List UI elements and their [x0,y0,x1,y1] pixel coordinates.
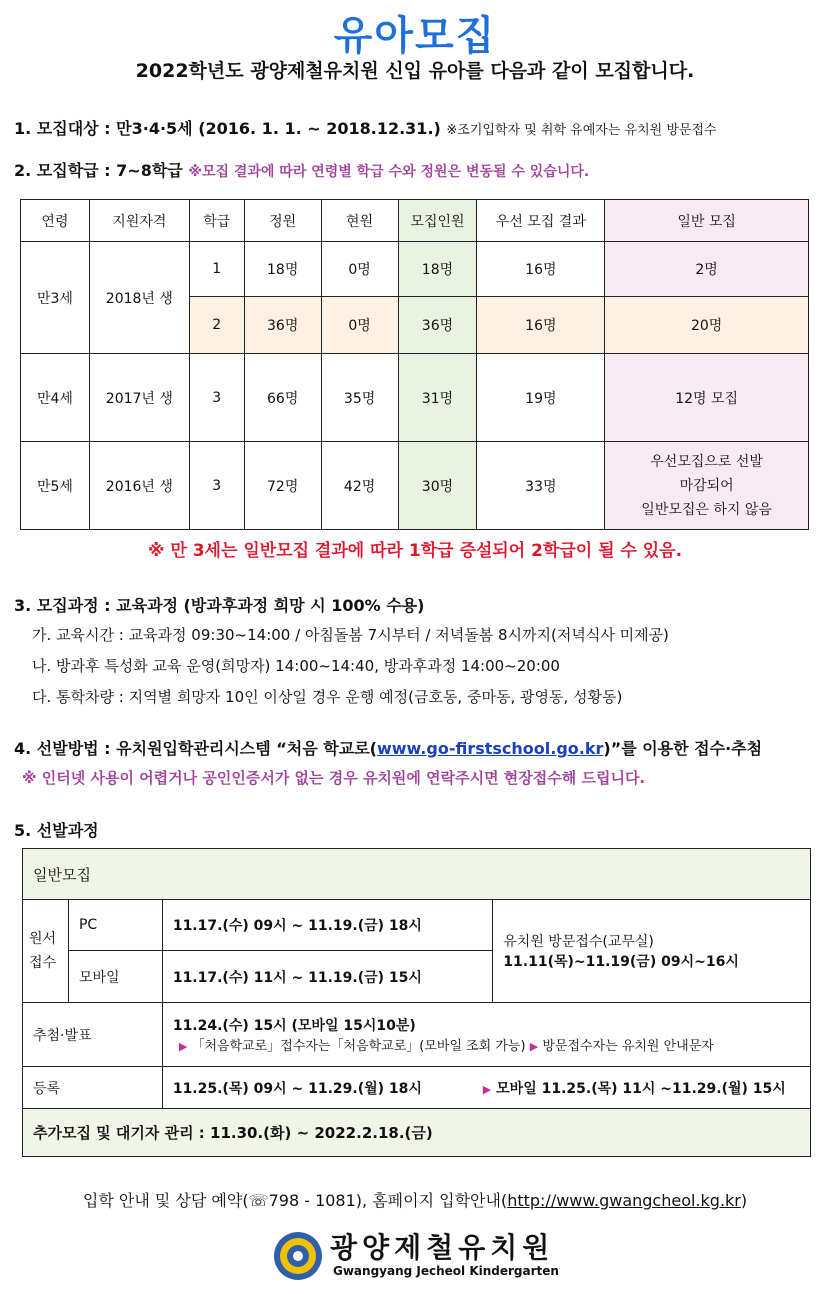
section-2 [14,158,589,181]
cell-age: 만5세 [21,442,90,530]
section-1-text: 만3·4·5세 (2016. 1. 1. ~ 2018.12.31.) [116,119,441,138]
reg-cell [162,1067,810,1109]
header-current: 현원 [321,200,398,242]
visit-cell [493,900,811,1003]
cell-qual: 2018년 생 [89,242,189,354]
section-3-text: 교육과정 (방과후과정 희망 시 100% 수용) [116,596,425,615]
cell-general: 2명 [605,242,809,297]
reg-label: 등록 [23,1067,163,1109]
draw-value: 11.24.(수) 15시 (모바일 15시10분) [172,1018,416,1034]
section-4-label: 4. 선발방법 : [14,739,111,758]
cell-general: 12명 모집 [605,354,809,442]
section-4 [14,736,762,759]
expansion-note: ※ 만 3세는 일반모집 결과에 따라 1학급 증설되어 2학급이 될 수 있음. [147,541,683,561]
cell-class: 3 [189,354,244,442]
process-row-register [23,1067,811,1109]
footer-text-after: ) [740,1191,748,1210]
cell-general [605,442,809,530]
cell-recruit: 36명 [398,297,477,354]
cell-class: 1 [189,242,244,297]
cell-qual: 2017년 생 [89,354,189,442]
page-subtitle: 2022학년도 광양제철유치원 신입 유아를 다음과 같이 모집합니다. [135,60,695,82]
visit-value: 11.11(목)~11.19(금) 09시~16시 [503,954,739,970]
reg-value: 11.25.(목) 09시 ~ 11.29.(월) 18시 [172,1080,422,1097]
page-title: 유아모집 [333,13,497,59]
recruitment-table [20,199,809,530]
cell-current: 0명 [321,242,398,297]
general-line: 마감되어 [679,477,734,494]
process-header-row [23,849,811,900]
section-4-note: ※ 인터넷 사용이 어렵거나 공인인증서가 없는 경우 유치원에 연락주시면 현장접수해 드립니다. [22,769,646,787]
section-1 [14,116,717,139]
section-2-text: 7~8학급 [116,161,183,180]
mobile-label: 모바일 [68,951,162,1003]
triangle-icon: ▶ [482,1082,492,1096]
cell-capacity: 36명 [244,297,321,354]
process-row-draw [23,1003,811,1067]
table-row [21,354,809,442]
cell-recruit: 31명 [398,354,477,442]
section-3-label: 3. 모집과정 : [14,596,111,615]
cell-qual: 2016년 생 [89,442,189,530]
cell-priority: 33명 [477,442,605,530]
table-row [21,442,809,530]
kindergarten-name-en: Gwangyang Jecheol Kindergarten [333,1264,559,1278]
cell-capacity: 66명 [244,354,321,442]
visit-label: 유치원 방문접수(교무실) [503,934,654,950]
header-qual: 지원자격 [89,200,189,242]
footer-text-before: 입학 안내 및 상담 예약( [82,1191,249,1210]
header-capacity: 정원 [244,200,321,242]
section-1-note: ※조기입학자 및 취학 유예자는 유치원 방문접수 [446,123,717,138]
triangle-icon: ▶ [178,1040,188,1053]
cell-priority: 16명 [477,297,605,354]
section-4-text-before: 유치원입학관리시스템 “처음 학교로( [116,739,377,758]
footer-text-mid: ), 홈페이지 입학안내( [355,1191,508,1210]
firstschool-link[interactable]: www.go-firstschool.go.kr [376,739,604,758]
mobile-value: 11.17.(수) 11시 ~ 11.19.(금) 15시 [162,951,492,1003]
cell-recruit: 30명 [398,442,477,530]
reg-mobile: 모바일 11.25.(목) 11시 ~11.29.(월) 15시 [496,1080,786,1097]
draw-cell [162,1003,810,1067]
kindergarten-emblem-icon [272,1230,324,1282]
cell-general: 20명 [605,297,809,354]
draw-notes [173,1035,800,1054]
cell-age: 만3세 [21,242,90,354]
cell-priority: 16명 [477,242,605,297]
homepage-link[interactable]: http://www.gwangcheol.kg.kr [507,1191,741,1210]
header-general: 일반 모집 [605,200,809,242]
section-2-label: 2. 모집학급 : [14,161,111,180]
cell-current: 0명 [321,297,398,354]
kindergarten-name: 광양제철유치원 [330,1231,555,1264]
section-4-text-after: )”를 이용한 접수·추첨 [603,739,763,758]
header-class: 학급 [189,200,244,242]
apply-label: 원서 접수 [23,900,69,1003]
cell-class: 3 [189,442,244,530]
draw-label: 추첨·발표 [23,1003,163,1067]
cell-recruit: 18명 [398,242,477,297]
header-priority: 우선 모집 결과 [477,200,605,242]
cell-age: 만4세 [21,354,90,442]
extra-recruit: 추가모집 및 대기자 관리 : 11.30.(화) ~ 2022.2.18.(금) [23,1109,811,1157]
process-header: 일반모집 [23,849,811,900]
footer-contact [0,1188,830,1211]
section-3-item: 가. 교육시간 : 교육과정 09:30~14:00 / 아침돌봄 7시부터 / 저녁돌봄 8시까지(저녁식사 미제공) [32,626,669,644]
table-row [21,242,809,297]
section-3 [14,593,424,616]
general-line: 일반모집은 하지 않음 [641,501,772,518]
section-1-label: 1. 모집대상 : [14,119,111,138]
pc-label: PC [68,900,162,951]
table-header-row [21,200,809,242]
cell-capacity: 72명 [244,442,321,530]
section-2-note: ※모집 결과에 따라 연령별 학급 수와 정원은 변동될 수 있습니다. [188,164,590,180]
cell-priority: 19명 [477,354,605,442]
header-age: 연령 [21,200,90,242]
header-recruit: 모집인원 [398,200,477,242]
pc-value: 11.17.(수) 09시 ~ 11.19.(금) 18시 [162,900,492,951]
triangle-icon: ▶ [529,1040,539,1053]
cell-current: 35명 [321,354,398,442]
section-3-item: 다. 통학차량 : 지역별 희망자 10인 이상일 경우 운행 예정(금호동, 중마동, 광영동, 성황동) [32,688,623,706]
selection-process-table [22,848,811,1157]
general-line: 우선모집으로 선발 [650,453,763,470]
draw-note-1: 「처음학교로」접수자는「처음학교로」(모바일 조회 가능) [191,1039,526,1054]
cell-current: 42명 [321,442,398,530]
section-3-item: 나. 방과후 특성화 교육 운영(희망자) 14:00~14:40, 방과후과정 14:00~20:00 [32,657,560,675]
section-5-label: 5. 선발과정 [14,821,99,840]
cell-class: 2 [189,297,244,354]
draw-note-2: 방문접수자는 유치원 안내문자 [542,1039,714,1054]
process-row-pc [23,900,811,951]
footer-phone: ☏798 - 1081 [248,1191,356,1210]
cell-capacity: 18명 [244,242,321,297]
process-row-extra [23,1109,811,1157]
